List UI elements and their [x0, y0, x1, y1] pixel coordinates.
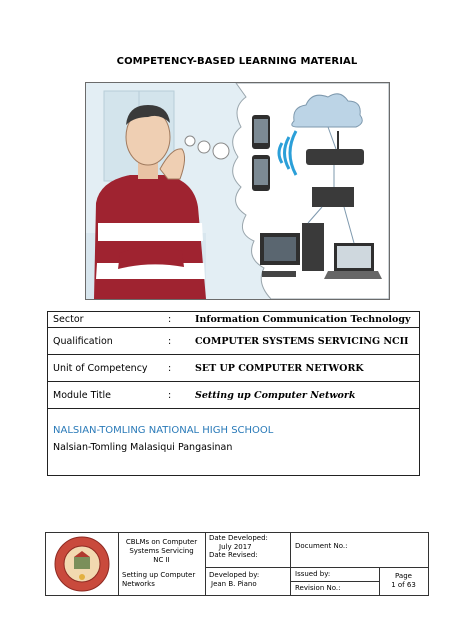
school-address: Nalsian-Tomling Malasiqui Pangasinan — [53, 442, 233, 453]
date-developed — [209, 534, 289, 560]
info-value: SET UP COMPUTER NETWORK — [195, 362, 364, 374]
info-label: Sector — [53, 314, 84, 325]
date-developed-value: July 2017 — [219, 542, 252, 551]
info-row-qualification — [48, 328, 419, 355]
developed-by-label: Developed by: — [209, 571, 260, 579]
date-developed-label: Date Developed: — [209, 534, 268, 542]
info-value: COMPUTER SYSTEMS SERVICING NCII — [195, 335, 409, 347]
school-logo — [50, 535, 114, 593]
info-row-unit-of-competency — [48, 355, 419, 382]
page-value: 1 of 63 — [391, 580, 416, 589]
page-label: Page — [395, 572, 412, 580]
info-label: Module Title — [53, 389, 111, 401]
info-colon: : — [168, 314, 172, 325]
document-footer-table — [45, 532, 429, 596]
info-colon: : — [168, 362, 172, 374]
cblm-title — [118, 538, 205, 565]
info-colon: : — [168, 389, 172, 401]
info-value: Information Communication Technology — [195, 314, 411, 325]
cblm-line: NC II — [153, 556, 170, 564]
school-name: NALSIAN-TOMLING NATIONAL HIGH SCHOOL — [53, 425, 274, 436]
issued-by-label: Issued by: — [295, 570, 331, 578]
cover-illustration — [85, 82, 390, 300]
developed-by-value: Jean B. Piano — [211, 579, 257, 588]
module-line: Networks — [122, 580, 155, 588]
info-label: Qualification — [53, 335, 113, 347]
document-title: COMPETENCY-BASED LEARNING MATERIAL — [116, 56, 358, 67]
info-colon: : — [168, 335, 172, 347]
document-no-label: Document No.: — [295, 542, 348, 550]
module-info-table — [47, 311, 420, 476]
cblm-line: CBLMs on Computer — [125, 538, 198, 546]
page-number — [379, 572, 428, 589]
info-row-module-title — [48, 382, 419, 409]
revision-no-label: Revision No.: — [295, 584, 341, 592]
info-label: Unit of Competency — [53, 362, 148, 374]
module-name — [122, 571, 205, 589]
module-line: Setting up Computer — [122, 571, 196, 579]
cblm-line: Systems Servicing — [129, 547, 194, 555]
info-value: Setting up Computer Network — [195, 389, 356, 401]
school-block — [48, 425, 419, 475]
info-row-sector — [48, 312, 419, 328]
date-revised-label: Date Revised: — [209, 551, 258, 559]
developed-by — [209, 571, 289, 588]
